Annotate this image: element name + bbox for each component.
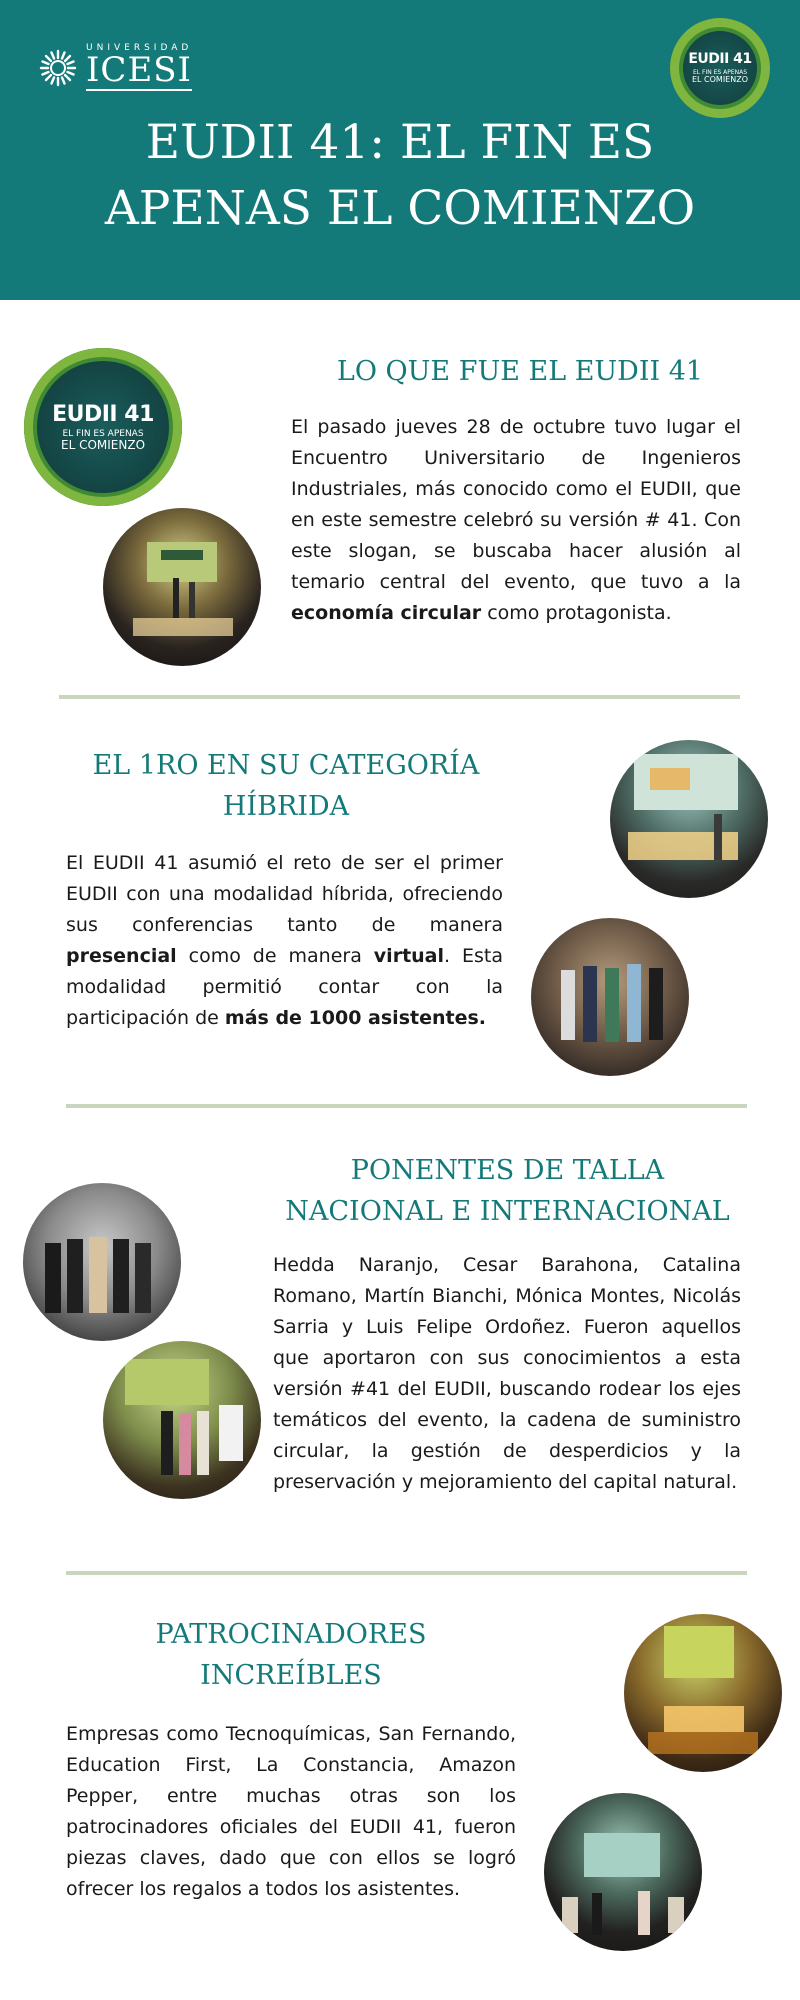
text-span: El EUDII 41 asumió el reto de ser el primer EUDII con una modalidad híbrida, ofreciendo sus conferencias tanto de manera — [66, 852, 503, 936]
text-bold: economía circular — [291, 602, 482, 624]
section-divider — [66, 1571, 747, 1575]
section-title-lo-que-fue: LO QUE FUE EL EUDII 41 — [336, 356, 704, 387]
title-line-1: PONENTES DE TALLA — [350, 1155, 665, 1186]
section-divider — [66, 1104, 747, 1108]
stage-lights-photo — [624, 1614, 782, 1772]
text-span: . Esta modalidad permitió contar con la participación de — [66, 945, 504, 1029]
sunburst-icon — [38, 48, 78, 88]
text-bold: presencial — [66, 945, 177, 967]
section-text-lo-que-fue — [291, 412, 741, 629]
title-line-2: HÍBRIDA — [222, 791, 350, 822]
page-title-line-2: APENAS EL COMIENZO — [104, 181, 696, 236]
badge-subtitle-1: EL FIN ES APENAS — [692, 69, 748, 77]
text-bold: virtual — [373, 945, 445, 967]
section-divider — [59, 695, 740, 699]
badge-title: EUDII 41 — [688, 51, 752, 68]
section-text-patrocinadores: Empresas como Tecnoquímicas, San Fernando, Education First, La Constancia, Amazon Pepper, entre muchas otras son los patrocinadores oficiales del EUDII 41, fueron piezas claves, dado que con ellos se logró ofrecer los regalos a todos los asistentes. — [66, 1723, 516, 1900]
badge-subtitle-1: EL FIN ES APENAS — [62, 428, 144, 439]
icesi-logo[interactable] — [38, 44, 192, 91]
badge-subtitle-2: EL COMIENZO — [691, 75, 748, 85]
event-stage-photo — [103, 508, 261, 666]
text-span: como de manera — [176, 945, 374, 967]
page-title — [0, 110, 800, 242]
attendees-photo — [531, 918, 689, 1076]
section-title-ponentes — [270, 1150, 745, 1232]
badge-subtitle-2: EL COMIENZO — [60, 438, 146, 453]
closing-stage-photo — [544, 1793, 702, 1951]
logo-icesi-label: ICESI — [86, 50, 192, 90]
logo-university-label: UNIVERSIDAD — [86, 43, 193, 53]
section-text-ponentes: Hedda Naranjo, Cesar Barahona, Catalina Romano, Martín Bianchi, Mónica Montes, Nicolás Sarria y Luis Felipe Ordoñez. Fueron aquellos que aportaron con sus conocimientos a esta versión #41 del EUDII, buscando rodear los ejes temáticos del evento, la cadena de suministro circular, la gestión de desperdicios y la preservación y mejoramiento del capital natural. — [273, 1254, 741, 1493]
section-text-hibrida — [66, 848, 503, 1034]
page-title-line-1: EUDII 41: EL FIN ES — [145, 115, 655, 170]
speakers-stage-photo — [103, 1341, 261, 1499]
section-title-patrocinadores — [71, 1614, 511, 1696]
section-title-hibrida — [66, 745, 506, 827]
eudii-badge-section — [24, 348, 182, 506]
text-span: como protagonista. — [481, 602, 672, 624]
title-line-2: NACIONAL E INTERNACIONAL — [285, 1196, 730, 1227]
eudii-badge-header — [670, 18, 770, 118]
title-line-1: EL 1RO EN SU CATEGORÍA — [92, 750, 480, 781]
presentation-photo — [610, 740, 768, 898]
text-bold: más de 1000 asistentes. — [224, 1007, 486, 1029]
badge-title: EUDII 41 — [52, 401, 154, 427]
text-span: El pasado jueves 28 de octubre tuvo lugar el Encuentro Universitario de Ingenieros Industriales, más conocido como el EUDII, que en este semestre celebró su versión # 41. Con este slogan, se buscaba hacer alusión al temario central del evento, que tuvo a la — [291, 416, 741, 593]
title-line-2: INCREÍBLES — [200, 1660, 382, 1691]
header-banner — [0, 0, 800, 300]
speakers-group-photo — [23, 1183, 181, 1341]
title-line-1: PATROCINADORES — [155, 1619, 427, 1650]
